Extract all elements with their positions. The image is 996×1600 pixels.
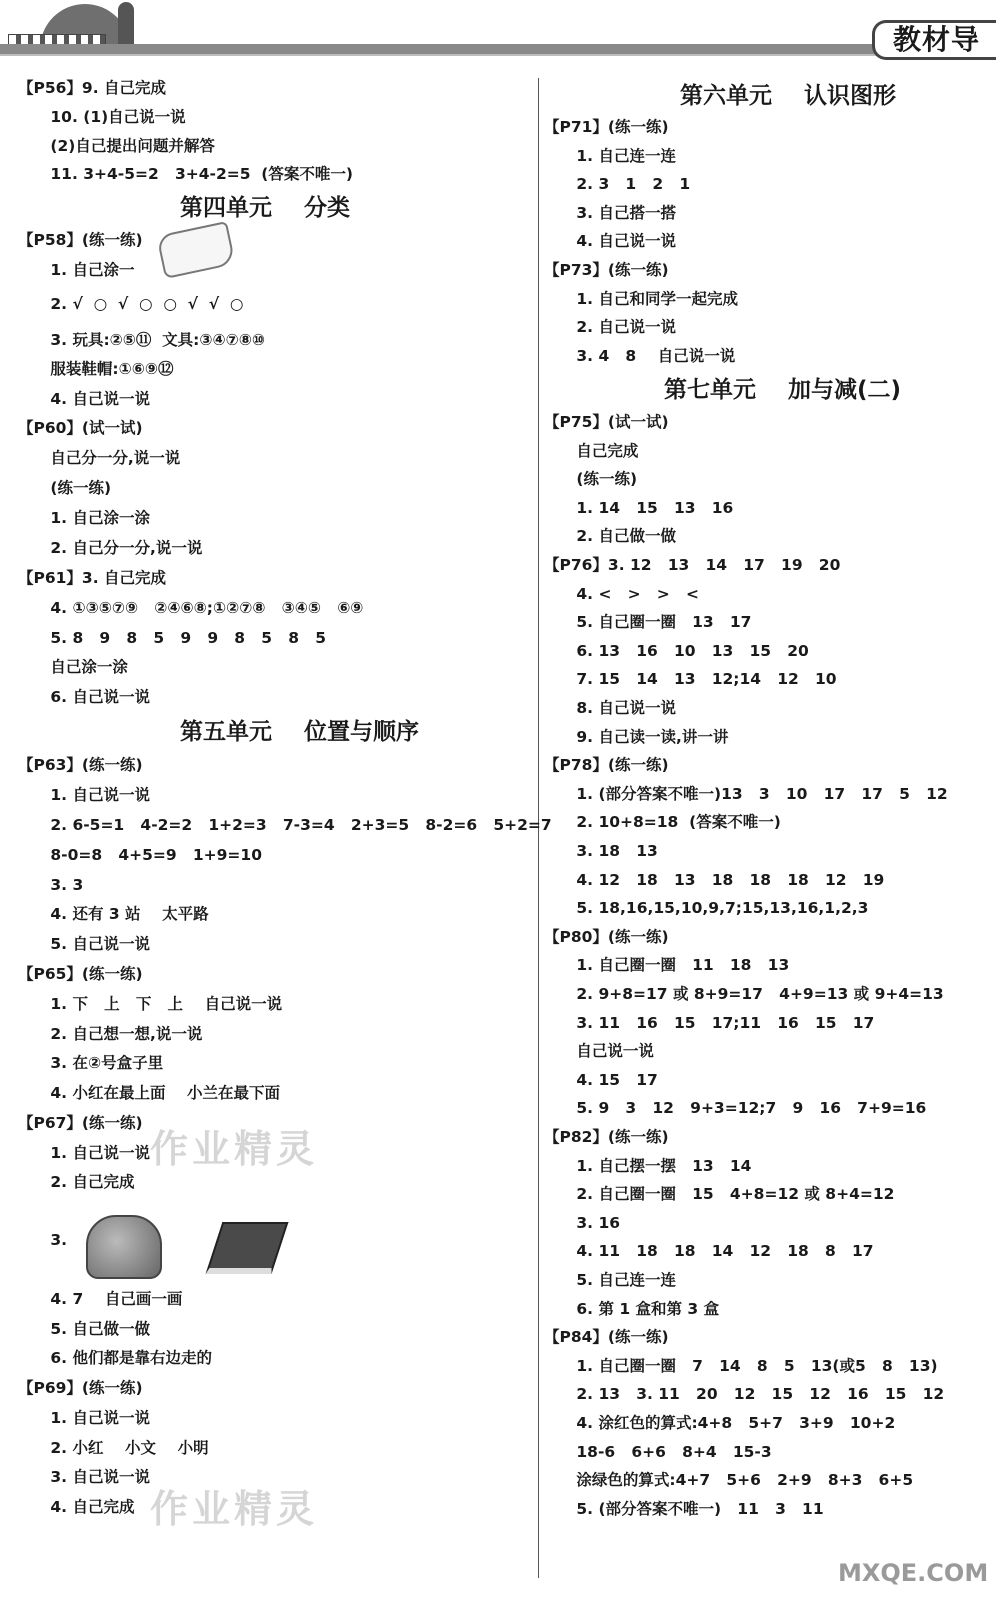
answer-line: 【P58】(练一练) [18,231,143,249]
answer-line: 10. (1)自己说一说 [18,108,186,126]
answer-line: 4. 自己说一说 [544,232,676,250]
answer-line: 2. 自己做一做 [544,527,676,545]
answer-line: 1. 14 15 13 16 [544,499,734,517]
watermark: 作业精灵 [150,1487,319,1531]
answer-line: 3. 18 13 [544,842,658,860]
answer-line: (练一练) [18,479,112,497]
answer-line: 自己涂一涂 [18,658,128,676]
answer-line: 1. 自己圈一圈 7 14 8 5 13(或5 8 13) [544,1357,938,1375]
answer-line: 3. 4 8 自己说一说 [544,347,736,365]
answer-line: 【P71】(练一练) [544,118,669,136]
answer-line: 2. 自己想一想,说一说 [18,1025,203,1043]
answer-line: 2. 小红 小文 小明 [18,1439,209,1457]
answer-line: 3. 11 16 15 17;11 16 15 17 [544,1014,875,1032]
answer-line: 4. 自己完成 [18,1498,135,1516]
answer-line: 【P69】(练一练) [18,1379,143,1397]
answer-line: 【P63】(练一练) [18,756,143,774]
section-tab: 教材导 [872,20,996,60]
answer-line: 【P80】(练一练) [544,928,669,946]
answer-line: 1. (部分答案不唯一)13 3 10 17 17 5 12 [544,785,948,803]
answer-line: 自己完成 [544,442,639,460]
answer-line: 4. ①③⑤⑦⑨ ②④⑥⑧;①②⑦⑧ ③④⑤ ⑥⑨ [18,599,364,617]
answer-line: 5. 自己圈一圈 13 17 [544,613,752,631]
answer-line: 6. 自己说一说 [18,688,150,706]
answer-line: 4. 15 17 [544,1071,658,1089]
answer-line: 2. 自己分一分,说一说 [18,539,203,557]
stamp-sticker [156,221,236,279]
section-heading: 第五单元 位置与顺序 [180,719,420,745]
answer-line: 2. √ ○ √ ○ ○ √ √ ○ [18,295,244,313]
answer-line: 【P78】(练一练) [544,756,669,774]
answer-line: 涂绿色的算式:4+7 5+6 2+9 8+3 6+5 [544,1471,914,1489]
answer-line: 5. 18,16,15,10,9,7;15,13,16,1,2,3 [544,899,869,917]
answer-line: 4. 11 18 18 14 12 18 8 17 [544,1242,874,1260]
header-band-line [0,54,890,56]
answer-line: 【P65】(练一练) [18,965,143,983]
answer-line: 3. 自己说一说 [18,1468,150,1486]
section-heading: 第六单元 认识图形 [680,83,897,109]
answer-line: 1. 自己说一说 [18,1144,150,1162]
answer-line: 11. 3+4-5=2 3+4-2=5 (答案不唯一) [18,165,353,183]
answer-line: (2)自己提出问题并解答 [18,137,215,155]
answer-line: 【P60】(试一试) [18,419,143,437]
answer-line: 【P56】9. 自己完成 [18,79,166,97]
answer-line: 9. 自己读一读,讲一讲 [544,728,729,746]
answer-line: 6. 13 16 10 13 15 20 [544,642,809,660]
backpack-image [86,1215,162,1279]
answer-line: 【P84】(练一练) [544,1328,669,1346]
answer-line: 2. 10+8=18 (答案不唯一) [544,813,781,831]
answer-line: 1. 自己摆一摆 13 14 [544,1157,752,1175]
answer-line: 4. 小红在最上面 小兰在最下面 [18,1084,281,1102]
answer-line: 3. 3 [18,876,84,894]
answer-line: 1. 自己圈一圈 11 18 13 [544,956,790,974]
section-heading: 第四单元 分类 [180,195,351,221]
answer-line: 服装鞋帽:①⑥⑨⑫ [18,360,174,378]
answer-line: 2. 自己完成 [18,1173,135,1191]
answer-line: 1. 自己说一说 [18,786,150,804]
section-heading: 第七单元 加与减(二) [664,377,902,403]
answer-line: 1. 自己涂一涂 [18,509,150,527]
answer-line: 1. 下 上 下 上 自己说一说 [18,995,283,1013]
answer-line: 5. (部分答案不唯一) 11 3 11 [544,1500,824,1518]
answer-line: 5. 8 9 8 5 9 9 8 5 8 5 [18,629,326,647]
answer-line: 2. 3 1 2 1 [544,175,691,193]
bird-illustration [118,2,134,46]
answer-line: 2. 自己说一说 [544,318,676,336]
answer-line: 5. 自己做一做 [18,1320,150,1338]
answer-line: 8-0=8 4+5=9 1+9=10 [18,846,262,864]
answer-line: 2. 6-5=1 4-2=2 1+2=3 7-3=4 2+3=5 8-2=6 5+2=7 [18,816,552,834]
answer-line: 【P67】(练一练) [18,1114,143,1132]
answer-line: 【P82】(练一练) [544,1128,669,1146]
answer-line: 6. 第 1 盒和第 3 盒 [544,1300,720,1318]
answer-line: 3. 自己搭一搭 [544,204,676,222]
answer-line: 2. 13 3. 11 20 12 15 12 16 15 12 [544,1385,945,1403]
answer-line: 5. 自己连一连 [544,1271,676,1289]
book-image [206,1222,289,1274]
answer-line: 4. 12 18 13 18 18 18 12 19 [544,871,885,889]
answer-line: 5. 自己说一说 [18,935,150,953]
answer-line: (练一练) [544,470,638,488]
answer-line: 自己说一说 [544,1042,654,1060]
answer-line: 1. 自己涂一 [18,261,135,279]
answer-line: 7. 15 14 13 12;14 12 10 [544,670,837,688]
answer-line: 2. 9+8=17 或 8+9=17 4+9=13 或 9+4=13 [544,985,944,1003]
answer-line: 6. 他们都是靠右边走的 [18,1349,212,1367]
answer-line: 自己分一分,说一说 [18,449,181,467]
answer-line: 18-6 6+6 8+4 15-3 [544,1443,772,1461]
answer-line: 【P73】(练一练) [544,261,669,279]
answer-line: 8. 自己说一说 [544,699,676,717]
answer-line: 3. 玩具:②⑤⑪ 文具:③④⑦⑧⑩ [18,331,266,349]
answer-line: 5. 9 3 12 9+3=12;7 9 16 7+9=16 [544,1099,927,1117]
answer-line: 【P61】3. 自己完成 [18,569,166,587]
answer-line: 【P75】(试一试) [544,413,669,431]
answer-line: 4. 自己说一说 [18,390,150,408]
answer-line: 1. 自己连一连 [544,147,676,165]
header-band [0,44,890,54]
answer-line: 3. [18,1231,68,1249]
answer-line: 【P76】3. 12 13 14 17 19 20 [544,556,841,574]
answer-line: 3. 16 [544,1214,621,1232]
answer-line: 4. < > > < [544,585,699,603]
answer-line: 2. 自己圈一圈 15 4+8=12 或 8+4=12 [544,1185,895,1203]
answer-line: 3. 在②号盒子里 [18,1054,164,1072]
answer-line: 4. 7 自己画一画 [18,1290,183,1308]
site-logo: MXQE.COM [838,1559,989,1587]
answer-line: 1. 自己说一说 [18,1409,150,1427]
answer-line: 1. 自己和同学一起完成 [544,290,738,308]
answer-line: 4. 涂红色的算式:4+8 5+7 3+9 10+2 [544,1414,896,1432]
watermark: 作业精灵 [150,1127,319,1171]
answer-line: 4. 还有 3 站 太平路 [18,905,209,923]
page-header [0,0,996,62]
